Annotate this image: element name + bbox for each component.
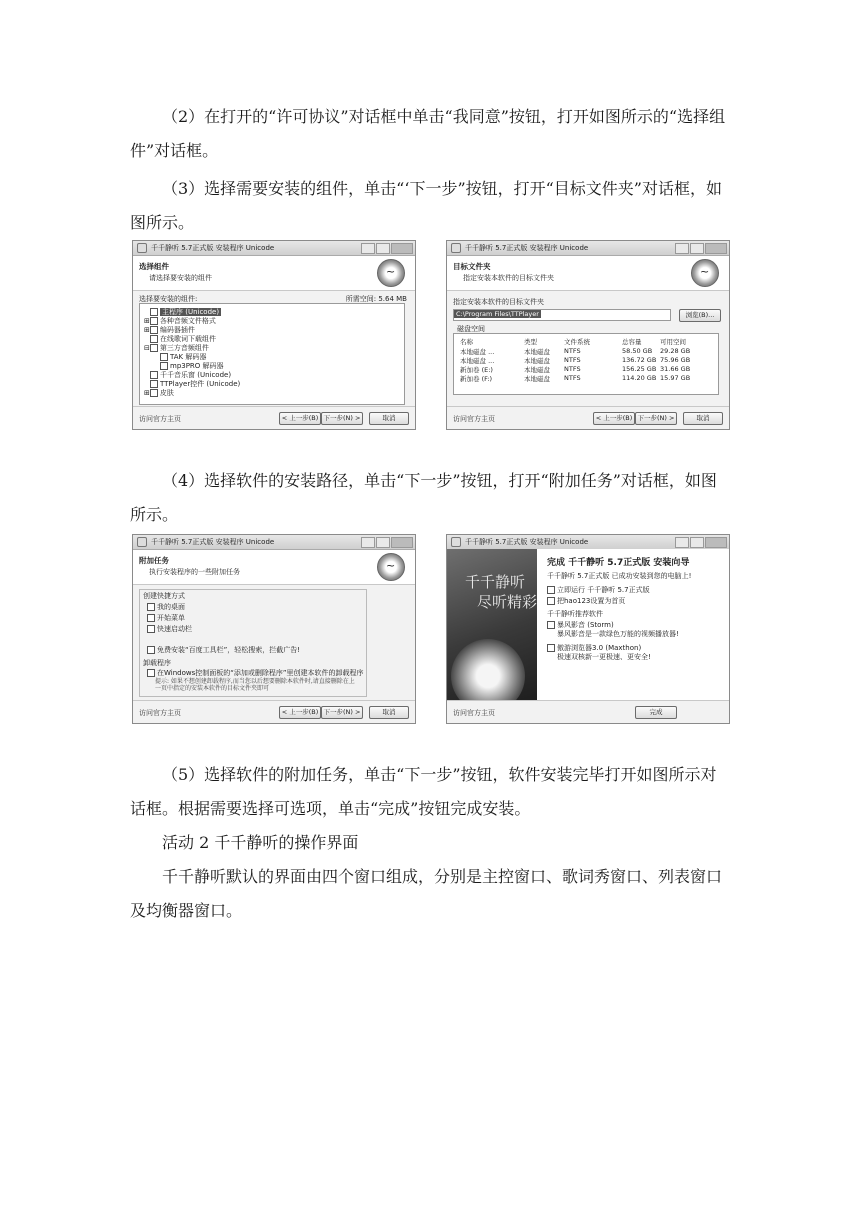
component-item[interactable]: 在线歌词下载组件 bbox=[150, 334, 216, 344]
recommend-label: 千千静听推荐软件 bbox=[547, 610, 603, 618]
table-cell: NTFS bbox=[564, 356, 581, 364]
title-bar bbox=[133, 241, 415, 256]
table-cell: 本地磁盘 ... bbox=[460, 348, 495, 356]
paragraph-step3: （3）选择需要安装的组件，单击“‘下一步”按钮，打开“目标文件夹”对话框，如图所示。 bbox=[130, 179, 722, 232]
finish-heading: 完成 千千静听 5.7正式版 安装向导 bbox=[547, 558, 690, 568]
app-icon bbox=[451, 537, 461, 547]
minimize-button[interactable] bbox=[361, 537, 375, 548]
finish-window bbox=[446, 534, 730, 724]
finish-button[interactable]: 完成 bbox=[635, 706, 677, 719]
close-button[interactable] bbox=[391, 537, 413, 548]
table-cell: 75.96 GB bbox=[660, 356, 691, 364]
page-header bbox=[447, 256, 729, 291]
paragraph-step2: （2）在打开的“许可协议”对话框中单击“我同意”按钮，打开如图所示的“选择组件”对话框。 bbox=[130, 107, 726, 160]
baidu-toolbar-checkbox[interactable]: 免费安装“百度工具栏”，轻松搜索，拦截广告! bbox=[147, 645, 300, 655]
table-cell: 114.20 GB bbox=[622, 374, 657, 382]
wizard-footer bbox=[133, 700, 415, 723]
homepage-checkbox[interactable]: 把hao123设置为首页 bbox=[547, 596, 625, 606]
page-subtitle: 请选择要安装的组件 bbox=[149, 274, 212, 282]
maxthon-description: 极速双核新一更极速、更安全! bbox=[557, 653, 651, 661]
table-cell: NTFS bbox=[564, 347, 581, 355]
destination-folder-window bbox=[446, 240, 730, 430]
table-cell: NTFS bbox=[564, 365, 581, 373]
paragraph-step4: （4）选择软件的安装路径，单击“下一步”按钮，打开“附加任务”对话框，如图所示。 bbox=[130, 471, 717, 524]
maximize-button[interactable] bbox=[376, 243, 390, 254]
column-header: 名称 bbox=[460, 338, 473, 346]
page-subtitle: 指定安装本软件的目标文件夹 bbox=[463, 274, 554, 282]
close-button[interactable] bbox=[705, 243, 727, 254]
component-item[interactable]: ⊞ 皮肤 bbox=[144, 389, 174, 397]
uninstall-label: 卸载程序 bbox=[143, 659, 171, 667]
minimize-button[interactable] bbox=[361, 243, 375, 254]
finish-side-banner bbox=[447, 549, 537, 701]
page-title: 目标文件夹 bbox=[453, 262, 491, 271]
cancel-button[interactable]: 取消 bbox=[683, 412, 723, 425]
close-button[interactable] bbox=[391, 243, 413, 254]
back-button[interactable]: < 上一步(B) bbox=[593, 412, 635, 425]
back-button[interactable]: < 上一步(B) bbox=[279, 412, 321, 425]
page-header bbox=[133, 550, 415, 585]
banner-slogan-2: 尽听精彩 bbox=[477, 593, 538, 611]
page-title: 选择组件 bbox=[139, 262, 169, 271]
component-tree[interactable] bbox=[139, 303, 405, 405]
table-cell: 58.50 GB bbox=[622, 347, 653, 355]
maximize-button[interactable] bbox=[376, 537, 390, 548]
space-required: 所需空间: 5.64 MB bbox=[345, 295, 407, 303]
cancel-button[interactable]: 取消 bbox=[369, 412, 409, 425]
window-title: 千千静听 5.7正式版 安装程序 Unicode bbox=[465, 538, 589, 546]
table-cell: 31.66 GB bbox=[660, 365, 691, 373]
headphone-logo-icon bbox=[691, 259, 719, 287]
window-title: 千千静听 5.7正式版 安装程序 Unicode bbox=[465, 244, 589, 252]
visit-homepage-link[interactable]: 访问官方主页 bbox=[453, 709, 495, 717]
page-title: 附加任务 bbox=[139, 556, 169, 565]
uninstall-note: 提示: 如果不想创建卸载程序,而当您以后想要删除本软件时,请直接删除在上一页中指定的安装本软件的目标文件夹即可 bbox=[155, 678, 355, 692]
table-cell: 15.97 GB bbox=[660, 374, 691, 382]
next-button[interactable]: 下一步(N) > bbox=[321, 706, 363, 719]
banner-slogan-1: 千千静听 bbox=[465, 573, 526, 591]
maximize-button[interactable] bbox=[690, 537, 704, 548]
maxthon-checkbox[interactable]: 傲游浏览器3.0 (Maxthon) bbox=[547, 643, 641, 653]
window-title: 千千静听 5.7正式版 安装程序 Unicode bbox=[151, 538, 275, 546]
install-path-input[interactable]: C:\Program Files\TTPlayer bbox=[453, 309, 671, 321]
title-bar bbox=[133, 535, 415, 550]
title-bar bbox=[447, 535, 729, 550]
headphone-logo-icon bbox=[377, 553, 405, 581]
minimize-button[interactable] bbox=[675, 537, 689, 548]
page-header bbox=[133, 256, 415, 291]
table-cell: 本地磁盘 bbox=[524, 357, 550, 365]
install-success-text: 千千静听 5.7正式版 已成功安装到您的电脑上! bbox=[547, 572, 692, 580]
window-title: 千千静听 5.7正式版 安装程序 Unicode bbox=[151, 244, 275, 252]
component-item[interactable]: TAK 解码器 bbox=[160, 352, 206, 362]
table-cell: 136.72 GB bbox=[622, 356, 657, 364]
headphone-logo-icon bbox=[377, 259, 405, 287]
next-button[interactable]: 下一步(N) > bbox=[635, 412, 677, 425]
select-components-window bbox=[132, 240, 416, 430]
app-icon bbox=[451, 243, 461, 253]
paragraph-step5: （5）选择软件的附加任务，单击“下一步”按钮，软件安装完毕打开如图所示对话框。根据需要选择可选项，单击“完成”按钮完成安装。 bbox=[130, 765, 717, 818]
table-cell: 本地磁盘 bbox=[524, 375, 550, 383]
paragraph-interface-intro: 千千静听默认的界面由四个窗口组成，分别是主控窗口、歌词秀窗口、列表窗口及均衡器窗口。 bbox=[130, 867, 723, 920]
cancel-button[interactable]: 取消 bbox=[369, 706, 409, 719]
component-item[interactable]: 千千音乐窗 (Unicode) bbox=[150, 370, 231, 380]
back-button[interactable]: < 上一步(B) bbox=[279, 706, 321, 719]
column-header: 文件系统 bbox=[564, 338, 590, 346]
app-icon bbox=[137, 243, 147, 253]
storm-checkbox[interactable]: 暴风影音 (Storm) bbox=[547, 620, 614, 630]
components-label: 选择要安装的组件: bbox=[139, 295, 198, 303]
component-item[interactable]: mp3PRO 解码器 bbox=[160, 361, 224, 371]
component-item[interactable]: 主程序 (Unicode) bbox=[150, 307, 221, 317]
component-item[interactable]: ⊞ 各种音频文件格式 bbox=[144, 317, 216, 325]
maximize-button[interactable] bbox=[690, 243, 704, 254]
table-cell: 29.28 GB bbox=[660, 347, 691, 355]
table-cell: 本地磁盘 bbox=[524, 366, 550, 374]
column-header: 类型 bbox=[524, 338, 537, 346]
table-cell: 156.25 GB bbox=[622, 365, 657, 373]
section-heading-activity2: 活动 2 千千静听的操作界面 bbox=[162, 833, 359, 852]
disk-table bbox=[453, 333, 719, 395]
finish-content bbox=[537, 549, 729, 701]
component-item[interactable]: TTPlayer控件 (Unicode) bbox=[150, 379, 240, 389]
run-now-checkbox[interactable]: 立即运行 千千静听 5.7正式版 bbox=[547, 585, 650, 595]
start-menu-checkbox[interactable]: 开始菜单 bbox=[147, 613, 185, 623]
table-cell: NTFS bbox=[564, 374, 581, 382]
storm-description: 暴风影音是一款绿色万能的视频播放器! bbox=[557, 630, 679, 638]
visit-homepage-link[interactable]: 访问官方主页 bbox=[139, 415, 181, 423]
column-header: 可用空间 bbox=[660, 338, 686, 346]
additional-tasks-window bbox=[132, 534, 416, 724]
browse-button[interactable]: 浏览(B)... bbox=[679, 309, 721, 322]
column-header: 总容量 bbox=[622, 338, 642, 346]
uninstall-checkbox[interactable]: 在Windows控制面板的“添加或删除程序”里创建本软件的卸载程序 bbox=[147, 668, 364, 678]
wizard-footer bbox=[447, 406, 729, 429]
table-cell: 新加卷 (E:) bbox=[460, 366, 493, 374]
path-label: 指定安装本软件的目标文件夹 bbox=[453, 298, 544, 306]
page-subtitle: 执行安装程序的一些附加任务 bbox=[149, 568, 240, 576]
shortcut-label: 创建快捷方式 bbox=[143, 592, 185, 600]
disk-space-label: 磁盘空间 bbox=[457, 325, 485, 333]
next-button[interactable]: 下一步(N) > bbox=[321, 412, 363, 425]
close-button[interactable] bbox=[705, 537, 727, 548]
visit-homepage-link[interactable]: 访问官方主页 bbox=[453, 415, 495, 423]
component-item[interactable]: ⊟ 第三方音频组件 bbox=[144, 344, 209, 352]
table-cell: 本地磁盘 ... bbox=[460, 357, 495, 365]
minimize-button[interactable] bbox=[675, 243, 689, 254]
wizard-footer bbox=[133, 406, 415, 429]
app-icon bbox=[137, 537, 147, 547]
desktop-shortcut-checkbox[interactable]: 我的桌面 bbox=[147, 602, 185, 612]
wizard-footer bbox=[447, 700, 729, 723]
title-bar bbox=[447, 241, 729, 256]
table-cell: 本地磁盘 bbox=[524, 348, 550, 356]
visit-homepage-link[interactable]: 访问官方主页 bbox=[139, 709, 181, 717]
quick-launch-checkbox[interactable]: 快速启动栏 bbox=[147, 624, 192, 634]
table-cell: 新加卷 (F:) bbox=[460, 375, 493, 383]
component-item[interactable]: ⊞ 编码器插件 bbox=[144, 326, 195, 334]
